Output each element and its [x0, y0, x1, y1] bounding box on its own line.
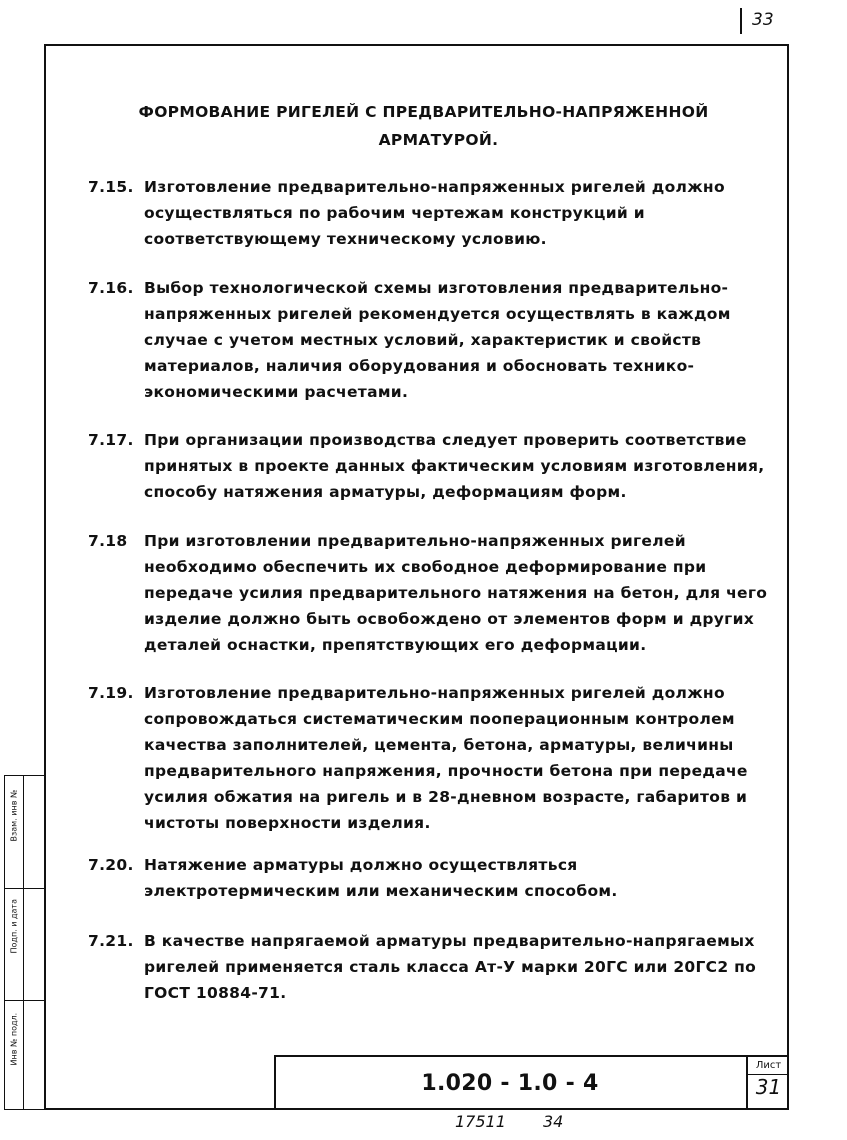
paragraph-number: 7.19. — [88, 684, 134, 702]
top-page-number: 33 — [752, 10, 774, 30]
paragraph-text: В качестве напрягаемой арматуры предварительно-напрягаемых ригелей применяется сталь класса Ат-У марки 20ГС или 20ГС2 по ГОСТ 10884-71. — [144, 932, 757, 1002]
paragraph-7-18 — [88, 528, 768, 658]
paragraph-text: При организации производства следует проверить соответствие принятых в проекте данных фактическим условиям изготовления, способу натяжения арматуры, деформациям форм. — [144, 431, 765, 501]
paragraph-number: 7.15. — [88, 178, 134, 196]
paragraph-text: Выбор технологической схемы изготовления предварительно-напряженных ригелей рекомендуется осуществлять в каждом случае с учетом местных условий, характеристик и свойств материалов, наличия оборудования и обосновать технико-экономическими расчетами. — [144, 279, 731, 401]
section-title-line-1: ФОРМОВАНИЕ РИГЕЛЕЙ С ПРЕДВАРИТЕЛЬНО-НАПРЯЖЕННОЙ — [138, 103, 709, 121]
paragraph-7-16 — [88, 275, 768, 405]
paragraph-text: При изготовлении предварительно-напряженных ригелей необходимо обеспечить их свободное деформирование при передаче усилия предварительного натяжения на бетон, для чего изделие должно быть освобождено от элементов форм и других деталей оснастки, препятствующих его деформации. — [144, 532, 768, 654]
paragraph-number: 7.18 — [88, 532, 128, 550]
section-title — [0, 98, 847, 154]
paragraph-number: 7.16. — [88, 279, 134, 297]
paragraph-7-19 — [88, 680, 768, 836]
side-stamp-label-signature: Подп. и дата — [9, 899, 19, 954]
document-code: 1.020 - 1.0 - 4 — [421, 1071, 599, 1096]
paragraph-7-15 — [88, 174, 768, 252]
side-stamp-label-inventory: Инв № подл. — [9, 1012, 19, 1066]
bottom-numbers — [455, 1112, 655, 1134]
section-title-line-2: АРМАТУРОЙ. — [378, 131, 499, 149]
paragraph-number: 7.21. — [88, 932, 134, 950]
paragraph-number: 7.17. — [88, 431, 134, 449]
sheet-number: 31 — [755, 1075, 782, 1099]
top-mark-bar — [740, 8, 742, 34]
paragraph-text: Изготовление предварительно-напряженных ригелей должно сопровождаться систематическим пооперационным контролем качества заполнителей, цемента, бетона, арматуры, величины предварительного напряжения, прочности бетона при передаче усилия обжатия на ригель и в 28-дневном возрасте, габаритов и чистоты поверхности изделия. — [144, 684, 748, 832]
sheet-cell — [746, 1057, 789, 1110]
paragraph-text: Натяжение арматуры должно осуществляться электротермическим или механическим способом. — [144, 856, 618, 900]
side-stamp-divider — [23, 776, 24, 1109]
paragraph-number: 7.20. — [88, 856, 134, 874]
side-stamp — [4, 775, 44, 1110]
paragraph-7-21 — [88, 928, 768, 1006]
page-count-number: 34 — [543, 1112, 564, 1131]
side-stamp-separator — [5, 888, 45, 889]
paragraph-text: Изготовление предварительно-напряженных ригелей должно осуществляться по рабочим чертежам конструкций и соответствующему техническому условию. — [144, 178, 725, 248]
sheet-label: Лист — [748, 1057, 789, 1075]
paragraph-7-20 — [88, 852, 768, 904]
top-page-mark — [740, 6, 780, 34]
title-block — [274, 1055, 789, 1110]
side-stamp-separator — [5, 1000, 45, 1001]
archive-number: 17511 — [455, 1112, 506, 1131]
paragraph-7-17 — [88, 427, 768, 505]
side-stamp-label-replacement: Взам. инв № — [9, 789, 19, 842]
